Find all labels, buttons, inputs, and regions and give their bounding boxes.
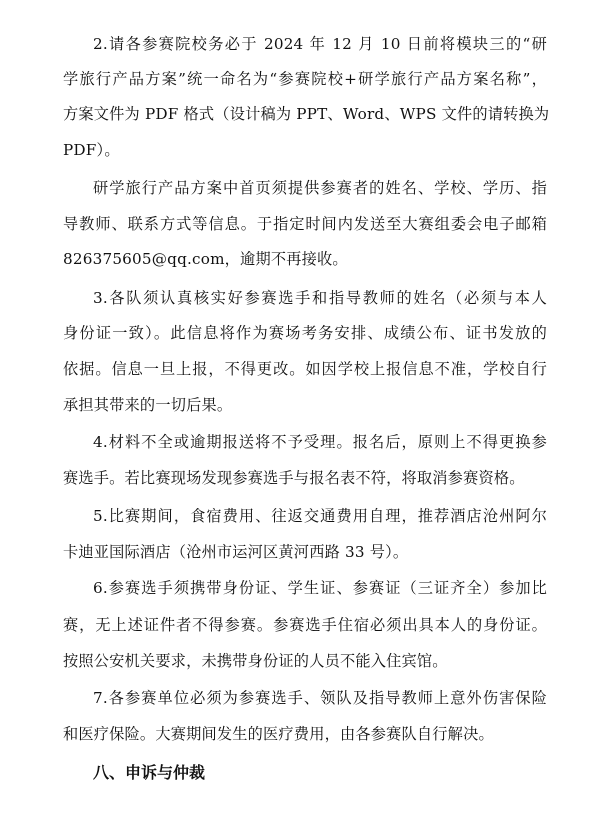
paragraph-3-line-2: 身份证一致）。此信息将作为赛场考务安排、成绩公布、证书发放的 xyxy=(63,324,547,342)
paragraph-4-line-1: 4.材料不全或逾期报送将不予受理。报名后，原则上不得更换参 xyxy=(93,433,547,451)
paragraph-5-line-1: 5.比赛期间，食宿费用、往返交通费用自理，推荐酒店沧州阿尔 xyxy=(93,507,547,525)
paragraph-3-line-3: 依据。信息一旦上报，不得更改。如因学校上报信息不准，学校自行 xyxy=(63,360,547,378)
paragraph-1-line-2: 学旅行产品方案”统一命名为“参赛院校+研学旅行产品方案名称”， xyxy=(63,70,547,88)
section-heading: 八、申诉与仲裁 xyxy=(93,763,206,782)
paragraph-6-line-1: 6.参赛选手须携带身份证、学生证、参赛证（三证齐全）参加比 xyxy=(93,579,547,597)
paragraph-4-line-2: 赛选手。若比赛现场发现参赛选手与报名表不符，将取消参赛资格。 xyxy=(63,469,525,487)
paragraph-2-line-2: 导教师、联系方式等信息。于指定时间内发送至大赛组委会电子邮箱 xyxy=(63,215,547,233)
paragraph-2-line-1: 研学旅行产品方案中首页须提供参赛者的姓名、学校、学历、指 xyxy=(93,179,547,197)
paragraph-5-line-2: 卡迪亚国际酒店（沧州市运河区黄河西路 33 号）。 xyxy=(63,543,409,561)
paragraph-1-line-4: PDF）。 xyxy=(63,141,120,159)
paragraph-6-line-2: 赛，无上述证件者不得参赛。参赛选手住宿必须出具本人的身份证。 xyxy=(63,616,547,634)
paragraph-1-line-1: 2.请各参赛院校务必于 2024 年 12 月 10 日前将模块三的“研 xyxy=(93,35,547,53)
paragraph-6-line-3: 按照公安机关要求，未携带身份证的人员不能入住宾馆。 xyxy=(63,652,448,670)
paragraph-7-line-2: 和医疗保险。大赛期间发生的医疗费用，由各参赛队自行解决。 xyxy=(63,725,494,743)
paragraph-3-line-1: 3.各队须认真核实好参赛选手和指导教师的姓名（必须与本人 xyxy=(93,289,547,307)
paragraph-2-line-3: 826375605@qq.com，逾期不再接收。 xyxy=(63,250,348,268)
paragraph-7-line-1: 7.各参赛单位必须为参赛选手、领队及指导教师上意外伤害保险 xyxy=(93,689,547,707)
paragraph-3-line-4: 承担其带来的一切后果。 xyxy=(63,396,233,414)
paragraph-1-line-3: 方案文件为 PDF 格式（设计稿为 PPT、Word、WPS 文件的请转换为 xyxy=(63,105,550,123)
